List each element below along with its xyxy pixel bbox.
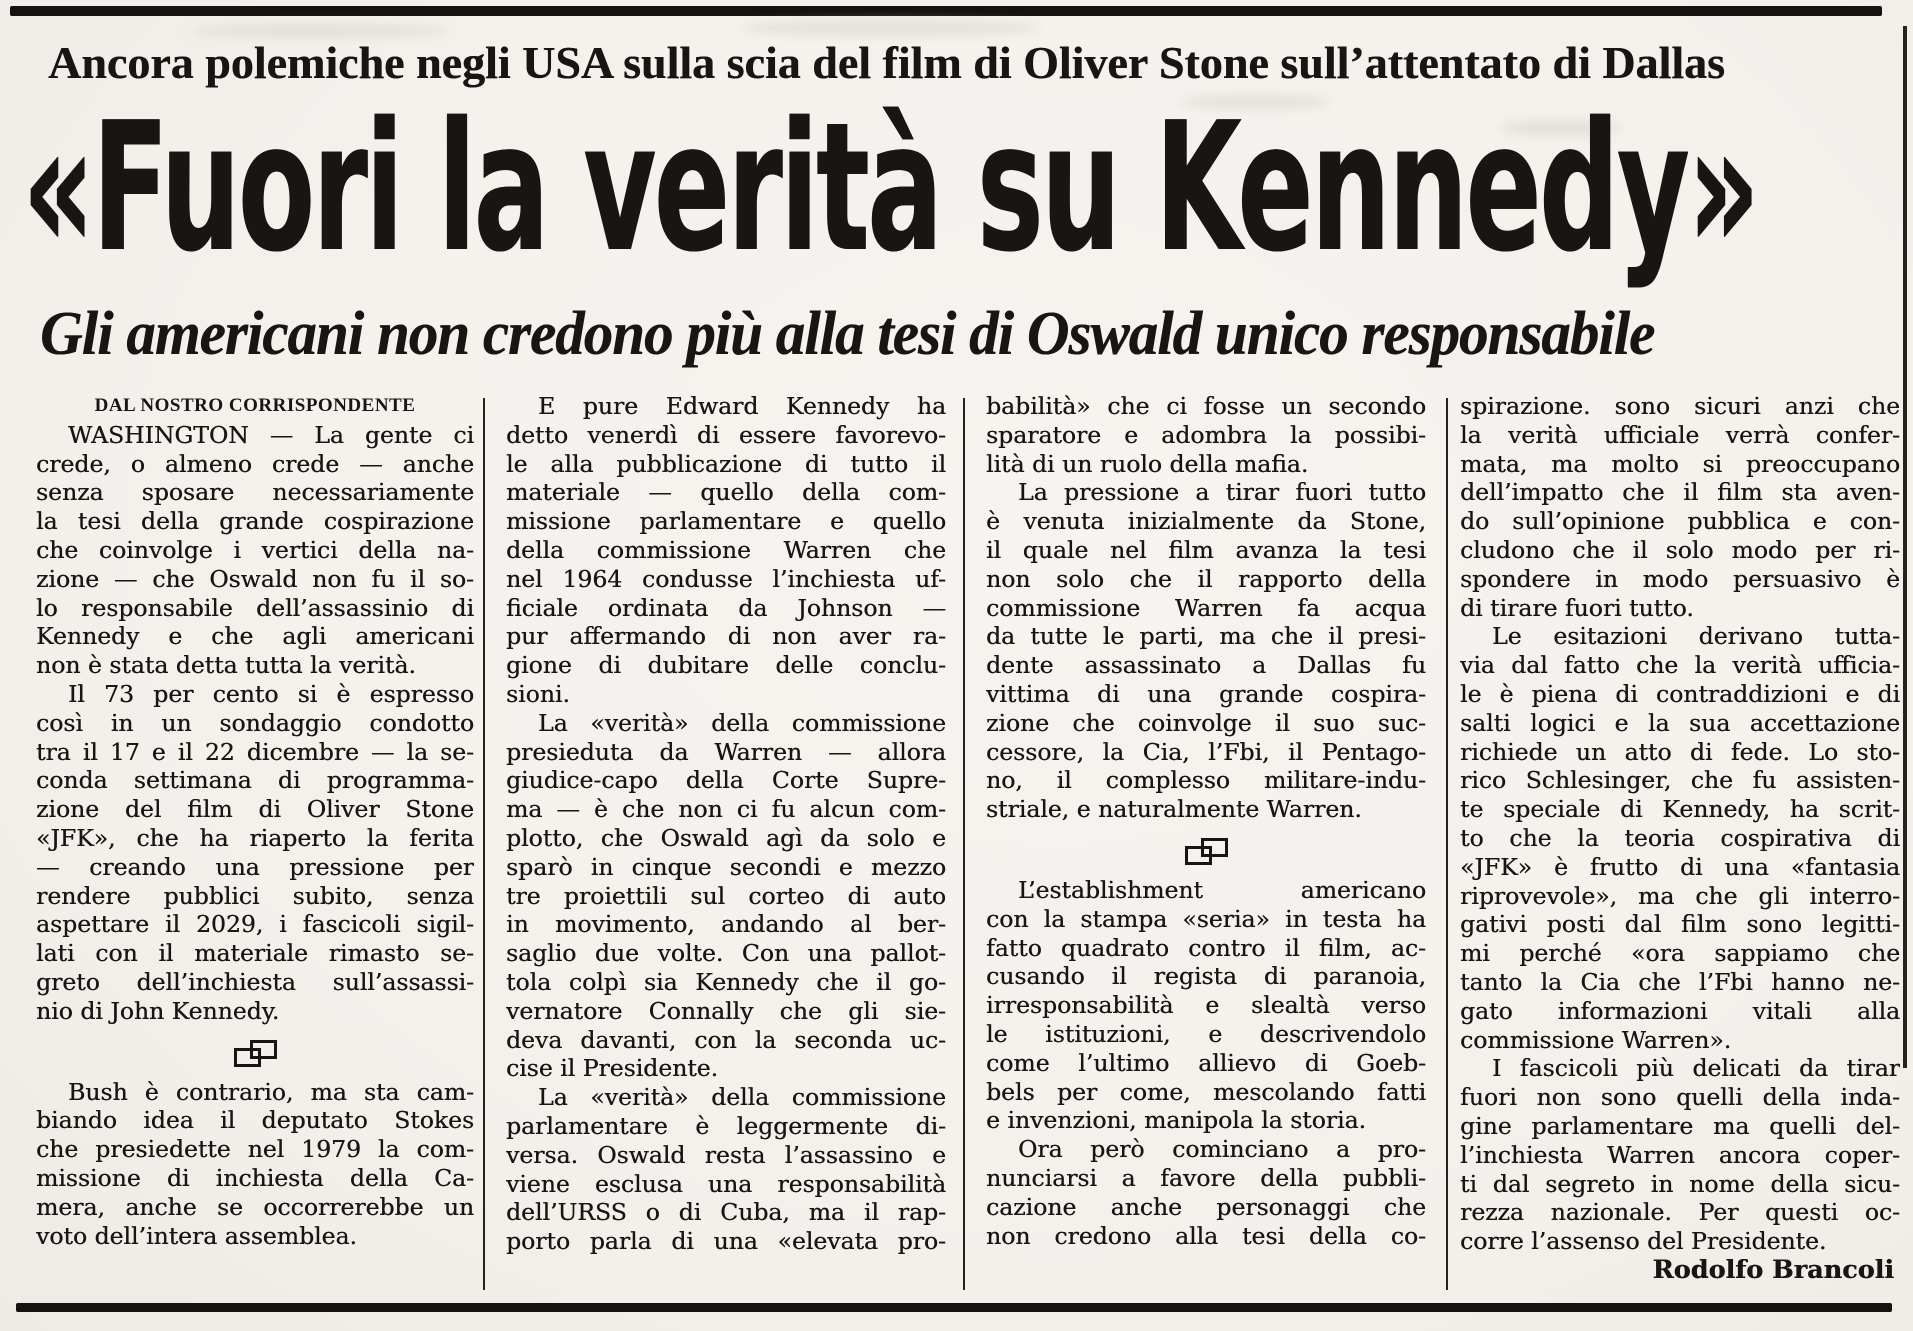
body-line: via dal fatto che la verità ufficia- xyxy=(1460,651,1900,680)
article-column xyxy=(1460,392,1900,1285)
body-line: voto dell’intera assemblea. xyxy=(36,1221,357,1250)
body-line: dell’URSS o di Cuba, ma il rap- xyxy=(506,1198,946,1227)
body-line: saglio due volte. Con una pallot- xyxy=(506,939,946,968)
body-line: nel 1964 condusse l’inchiesta uf- xyxy=(506,564,946,593)
body-line: commissione Warren fa acqua xyxy=(986,593,1426,622)
body-line: irresponsabilità e slealtà verso xyxy=(986,991,1426,1020)
top-rule xyxy=(10,6,1882,16)
subheadline: Gli americani non credono più alla tesi di Oswald unico responsabile xyxy=(40,300,1655,368)
body-line: di tirare fuori tutto. xyxy=(1460,593,1694,622)
body-line: conda settimana di programma- xyxy=(36,766,474,795)
body-line: non è stata detta tutta la verità. xyxy=(36,651,416,680)
body-line: versa. Oswald resta l’assassino e xyxy=(506,1140,946,1169)
body-line: in movimento, andando al ber- xyxy=(506,910,946,939)
body-line: babilità» che ci fosse un secondo xyxy=(986,392,1426,420)
section-divider xyxy=(986,824,1426,876)
body-line: la tesi della grande cospirazione xyxy=(36,507,474,536)
body-line: sioni. xyxy=(506,679,570,708)
column-divider xyxy=(1446,398,1448,1290)
body-line: nunciarsi a favore della pubbli- xyxy=(986,1163,1426,1192)
body-line: pur affermando di non aver ra- xyxy=(506,622,946,651)
headline: «Fuori la verità su Kennedy» xyxy=(22,84,1758,291)
body-line: zione che coinvolge il suo suc- xyxy=(986,708,1426,737)
body-line: aspettare il 2029, i fascicoli sigil- xyxy=(36,910,474,939)
body-line: crede, o almeno crede — anche xyxy=(36,449,474,478)
body-line: fatto quadrato contro il film, ac- xyxy=(986,933,1426,962)
body-line: che presiedette nel 1979 la com- xyxy=(36,1135,474,1164)
body-line: le istituzioni, e descrivendolo xyxy=(986,1019,1426,1048)
body-line: la verità ufficiale verrà confer- xyxy=(1460,420,1900,449)
body-line: ti dal segreto in nome della sicu- xyxy=(1460,1169,1900,1198)
body-line: l’inchiesta Warren ancora coper- xyxy=(1460,1140,1900,1169)
correspondent-label: DAL NOSTRO CORRISPONDENTE xyxy=(94,395,416,416)
body-line: to che la teoria cospirativa di xyxy=(1460,823,1900,852)
section-divider-ornament xyxy=(231,1036,279,1068)
body-line: lo responsabile dell’assassinio di xyxy=(36,593,474,622)
body-line: «JFK», che ha riaperto la ferita xyxy=(36,823,474,852)
body-line: con la stampa «seria» in testa ha xyxy=(986,904,1426,933)
body-line: che coinvolge i vertici della na- xyxy=(36,535,474,564)
body-line: I fascicoli più delicati da tirar xyxy=(1492,1054,1900,1083)
body-line: lati con il materiale rimasto se- xyxy=(36,939,474,968)
body-line: materiale — quello della com- xyxy=(506,478,946,507)
bottom-rule xyxy=(16,1303,1892,1312)
body-line: dell’impatto che il film sta aven- xyxy=(1460,478,1900,507)
body-line: «JFK» è frutto di una «fantasia xyxy=(1460,852,1900,881)
body-line: spondere in modo persuasivo è xyxy=(1460,564,1900,593)
body-line: le è piena di contraddizioni e di xyxy=(1460,679,1900,708)
body-line: Le esitazioni derivano tutta- xyxy=(1492,622,1900,651)
body-line: della commissione Warren che xyxy=(506,535,946,564)
body-line: zione — che Oswald non fu il so- xyxy=(36,564,474,593)
body-line: come l’ultimo allievo di Goeb- xyxy=(986,1048,1426,1077)
body-line: non credono alla tesi della co- xyxy=(986,1221,1426,1250)
body-line: rezza nazionale. Per questi oc- xyxy=(1460,1198,1900,1227)
body-line: cazione anche personaggi che xyxy=(986,1192,1426,1221)
body-line: mera, anche se occorrerebbe un xyxy=(36,1192,474,1221)
body-line: fuori non sono quelli della inda- xyxy=(1460,1083,1900,1112)
body-line: mata, ma molto si preoccupano xyxy=(1460,449,1900,478)
body-line: da tutte le parti, ma che il presi- xyxy=(986,622,1426,651)
body-line: sparatore e adombra la possibi- xyxy=(986,420,1426,449)
body-line: no, il complesso militare-indu- xyxy=(986,766,1426,795)
body-line: gato informazioni vitali alla xyxy=(1460,996,1900,1025)
body-line: bels per come, mescolando fatti xyxy=(986,1077,1426,1106)
body-line: riprovevole», ma che gli interro- xyxy=(1460,881,1900,910)
body-line: deva davanti, con la seconda uc- xyxy=(506,1025,946,1054)
page-edge-rule xyxy=(1903,26,1907,1068)
body-line: ma — è che non ci fu alcun com- xyxy=(506,795,946,824)
body-line: mi perché «ora sappiamo che xyxy=(1460,939,1900,968)
body-line: corre l’assenso del Presidente. xyxy=(1460,1227,1827,1256)
body-line: E pure Edward Kennedy ha xyxy=(538,392,946,420)
column-divider xyxy=(483,398,485,1290)
body-line: La pressione a tirar fuori tutto xyxy=(1018,478,1426,507)
body-line: biando idea il deputato Stokes xyxy=(36,1106,474,1135)
body-line: lità di un ruolo della mafia. xyxy=(986,449,1309,478)
body-line: ficiale ordinata da Johnson — xyxy=(506,593,946,622)
section-divider-ornament xyxy=(1182,834,1230,866)
body-line: te speciale di Kennedy, ha scrit- xyxy=(1460,795,1900,824)
body-line: senza sposare necessariamente xyxy=(36,478,474,507)
article-column xyxy=(36,392,474,1250)
body-line: cludono che il solo modo per ri- xyxy=(1460,535,1900,564)
body-line: do sull’opinione pubblica e con- xyxy=(1460,507,1900,536)
body-line: vittima di una grande cospira- xyxy=(986,679,1426,708)
body-line: Bush è contrario, ma sta cam- xyxy=(68,1077,474,1106)
body-line: Ora però cominciano a pro- xyxy=(1018,1135,1426,1164)
body-line: cusando il regista di paranoia, xyxy=(986,962,1426,991)
body-line: giudice-capo della Corte Supre- xyxy=(506,766,946,795)
body-line: La «verità» della commissione xyxy=(538,708,946,737)
body-line: striale, e naturalmente Warren. xyxy=(986,795,1362,824)
body-line: richiede un atto di fede. Lo sto- xyxy=(1460,737,1900,766)
body-line: porto parla di una «elevata pro- xyxy=(506,1227,946,1256)
body-line: dente assassinato a Dallas fu xyxy=(986,651,1426,680)
body-line: detto venerdì di essere favorevo- xyxy=(506,420,946,449)
body-line: tre proiettili sul corteo di auto xyxy=(506,881,946,910)
body-line: plotto, che Oswald agì da solo e xyxy=(506,823,946,852)
body-line: greto dell’inchiesta sull’assassi- xyxy=(36,967,474,996)
body-line: zione del film di Oliver Stone xyxy=(36,795,474,824)
body-line: — creando una pressione per xyxy=(36,852,474,881)
body-line: cise il Presidente. xyxy=(506,1054,719,1083)
body-line: gine parlamentare ma quelli del- xyxy=(1460,1111,1900,1140)
print-noise xyxy=(190,24,450,38)
byline: Rodolfo Brancoli xyxy=(1652,1254,1894,1285)
print-noise xyxy=(740,20,1040,36)
body-line: tra il 17 e il 22 dicembre — la se- xyxy=(36,737,474,766)
article-column xyxy=(986,392,1426,1250)
kicker: Ancora polemiche negli USA sulla scia del film di Oliver Stone sull’attentato di Dallas xyxy=(48,37,1725,88)
body-line: gativi posti dal film sono legitti- xyxy=(1460,910,1900,939)
body-line: La «verità» della commissione xyxy=(538,1083,946,1112)
column-divider xyxy=(963,398,965,1290)
body-line: vernatore Connally che gli sie- xyxy=(506,996,946,1025)
article-column xyxy=(506,392,946,1256)
body-line: sparò in cinque secondi e mezzo xyxy=(506,852,946,881)
body-line: L’establishment americano xyxy=(1018,875,1426,904)
body-line: e invenzioni, manipola la storia. xyxy=(986,1106,1366,1135)
body-line: è venuta inizialmente da Stone, xyxy=(986,507,1426,536)
body-line: cessore, la Cia, l’Fbi, il Pentago- xyxy=(986,737,1426,766)
headline-wrap xyxy=(22,84,1902,298)
body-line: Il 73 per cento si è espresso xyxy=(68,679,474,708)
body-line: rendere pubblici subito, senza xyxy=(36,881,474,910)
section-divider xyxy=(36,1026,474,1078)
body-line: così in un sondaggio condotto xyxy=(36,708,474,737)
body-line: viene esclusa una responsabilità xyxy=(506,1169,946,1198)
body-line: tanto la Cia che l’Fbi hanno ne- xyxy=(1460,967,1900,996)
body-line: gione di dubitare delle conclu- xyxy=(506,651,946,680)
body-line: nio di John Kennedy. xyxy=(36,996,280,1025)
body-line: Kennedy e che agli americani xyxy=(36,622,474,651)
body-line: presieduta da Warren — allora xyxy=(506,737,946,766)
body-line: WASHINGTON — La gente ci xyxy=(68,420,474,449)
body-line: missione di inchiesta della Ca- xyxy=(36,1163,474,1192)
body-line: spirazione. sono sicuri anzi che xyxy=(1460,392,1900,420)
body-line: le alla pubblicazione di tutto il xyxy=(506,449,946,478)
body-line: tola colpì sia Kennedy che il go- xyxy=(506,967,946,996)
body-line: rico Schlesinger, che fu assisten- xyxy=(1460,766,1900,795)
body-line: commissione Warren». xyxy=(1460,1025,1732,1054)
body-line: salti logici e la sua accettazione xyxy=(1460,708,1900,737)
body-line: missione parlamentare e quello xyxy=(506,507,946,536)
body-line: non solo che il rapporto della xyxy=(986,564,1426,593)
body-line: parlamentare è leggermente di- xyxy=(506,1111,946,1140)
body-line: il quale nel film avanza la tesi xyxy=(986,535,1426,564)
